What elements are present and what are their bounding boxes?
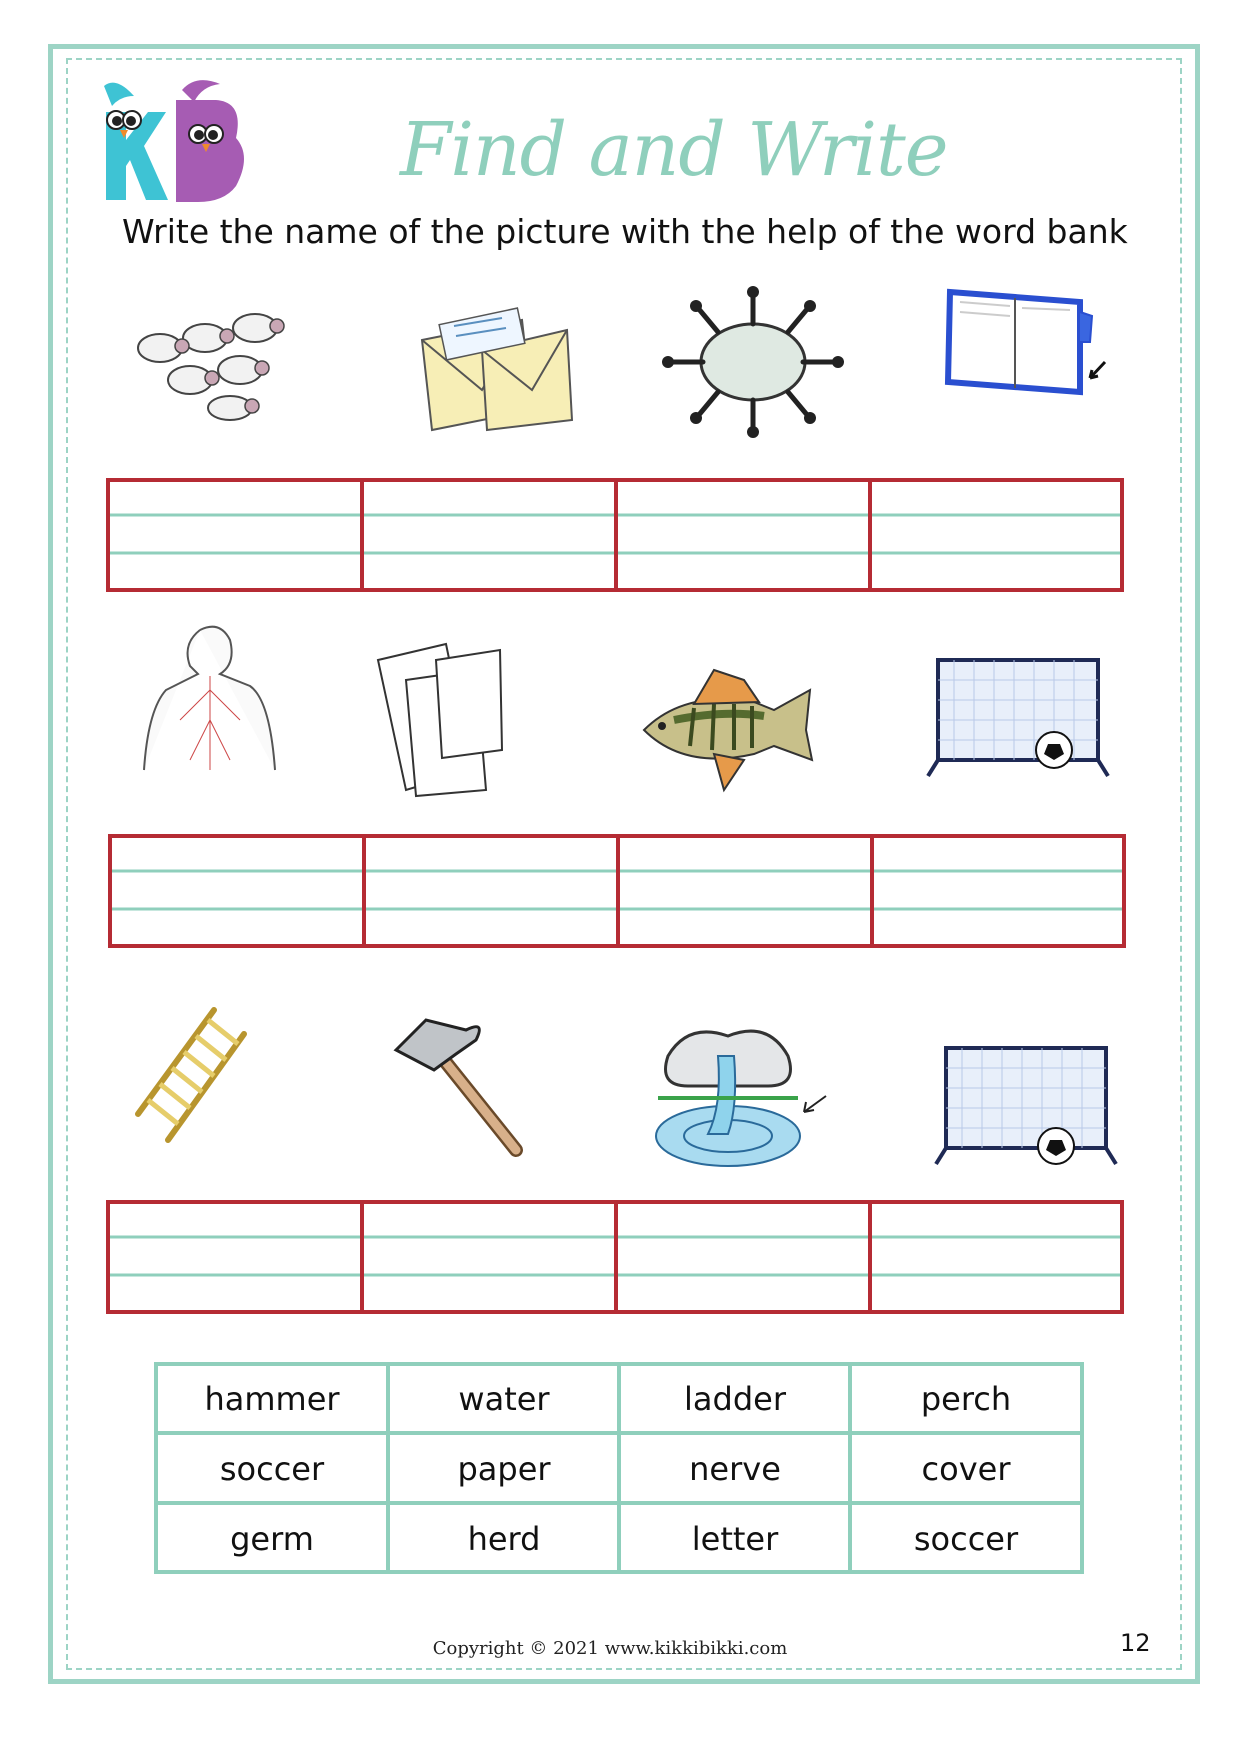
writing-grid-row-1 (106, 478, 1124, 592)
word-bank-cell: letter (691, 1520, 779, 1558)
nerve-body-icon (120, 620, 310, 780)
word-bank-cell: paper (457, 1450, 551, 1488)
herd-of-sheep-icon (120, 268, 310, 428)
kb-logo-icon (86, 76, 256, 210)
water-spring-icon (648, 1016, 838, 1176)
instruction-text: Write the name of the picture with the help of the word bank (122, 212, 1128, 251)
page-number: 12 (1120, 1629, 1151, 1657)
soccer-goal-icon (932, 1036, 1122, 1196)
perch-fish-icon (634, 650, 824, 810)
word-bank-cell: soccer (913, 1520, 1019, 1558)
germ-icon (658, 282, 848, 442)
copyright-text: Copyright © 2021 www.kikkibikki.com (432, 1638, 788, 1659)
soccer-goal-icon (924, 640, 1114, 800)
word-bank-cell: water (458, 1380, 550, 1418)
word-bank-cell: hammer (204, 1380, 340, 1418)
letter-envelope-icon (402, 290, 592, 450)
word-bank-cell: soccer (219, 1450, 325, 1488)
word-bank-cell: germ (230, 1520, 314, 1558)
word-bank-cell: cover (921, 1450, 1011, 1488)
page-title: Find and Write (400, 107, 948, 193)
word-bank-cell: perch (920, 1380, 1012, 1418)
word-bank-cell: ladder (684, 1380, 786, 1418)
book-cover-icon (930, 272, 1120, 432)
word-bank-cell: herd (467, 1520, 541, 1558)
paper-sheets-icon (376, 640, 566, 800)
word-bank-cell: nerve (689, 1450, 781, 1488)
writing-grid-row-3 (106, 1200, 1124, 1314)
ladder-icon (128, 1004, 318, 1164)
hammer-icon (386, 1010, 576, 1170)
word-bank (154, 1362, 1084, 1574)
writing-grid-row-2 (108, 834, 1126, 948)
